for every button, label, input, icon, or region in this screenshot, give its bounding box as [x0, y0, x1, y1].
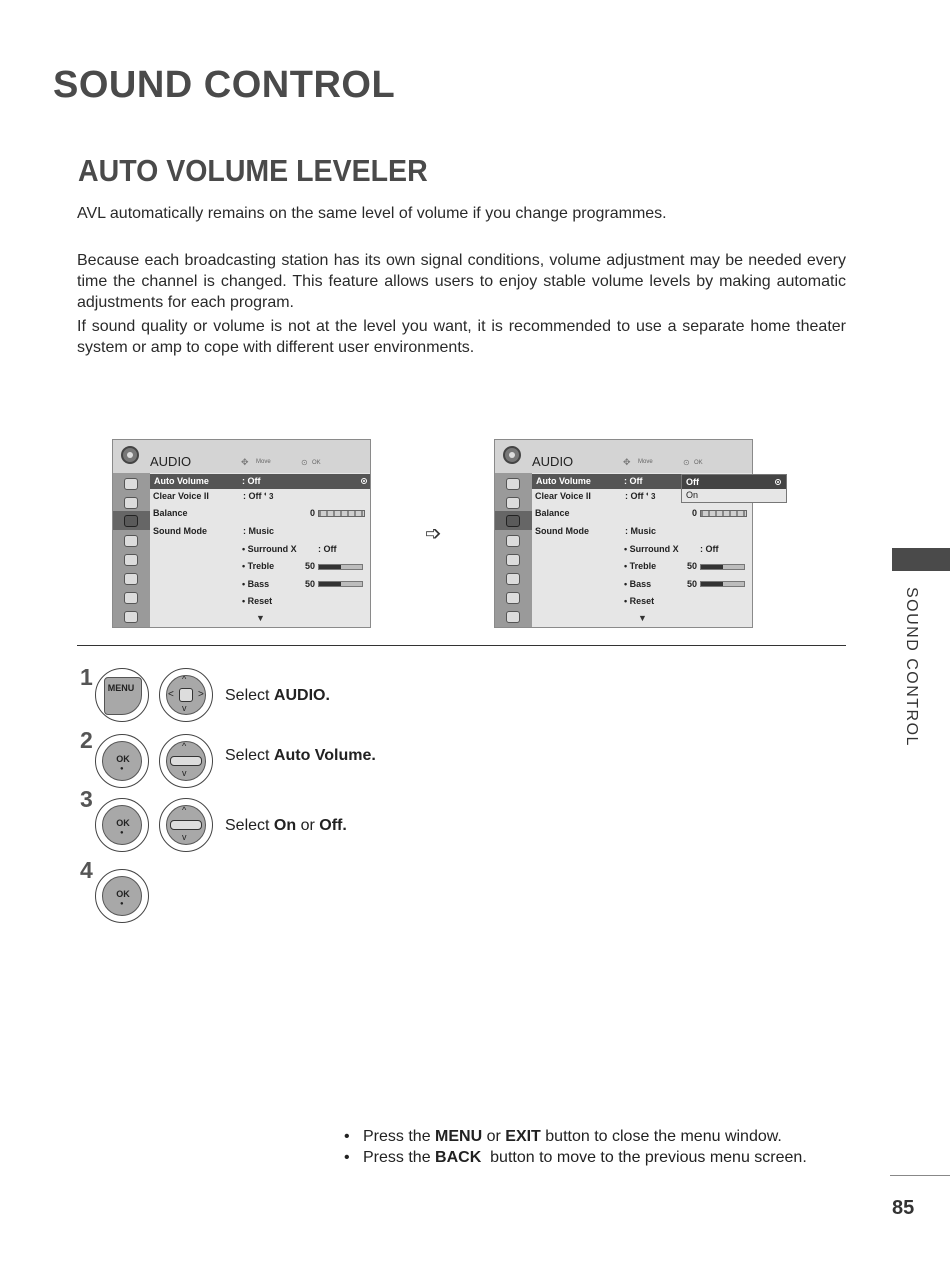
treble-value: 50: [305, 561, 316, 571]
note1-c: or: [482, 1128, 506, 1145]
lock-icon: [124, 573, 138, 585]
bass-bar-fill: [701, 582, 723, 586]
lock-icon: [506, 573, 520, 585]
ok-button-face: [102, 805, 142, 845]
center-key-icon: [179, 688, 193, 702]
down-arrow-icon: v: [182, 768, 187, 778]
bass-bar: [700, 581, 745, 587]
side-tab-label: SOUND CONTROL: [903, 587, 920, 747]
navigation-pad[interactable]: [159, 668, 213, 722]
step-3-bold-off: Off.: [319, 817, 347, 834]
move-hint: Move: [638, 459, 653, 465]
up-down-button-face: [166, 805, 206, 845]
bass-value: 50: [305, 579, 316, 589]
up-arrow-icon: ^: [182, 805, 187, 815]
clear-voice-value: : Off: [625, 491, 644, 501]
clear-voice-value: : Off: [243, 491, 262, 501]
picture-icon: [124, 478, 138, 490]
balance-value: 0: [310, 508, 316, 518]
audio-icon: [124, 515, 138, 527]
step-1-number: 1: [80, 664, 93, 690]
sound-quality-paragraph: If sound quality or volume is not at the level you want, it is recommended to use a separate home theater system or amp to cope with different user environments.: [77, 318, 846, 356]
up-arrow-icon: ^: [182, 741, 187, 751]
popup-option-off[interactable]: [682, 475, 786, 489]
treble-bar-fill: [319, 565, 341, 569]
audio-icon: [506, 515, 520, 527]
bass-bar-fill: [319, 582, 341, 586]
step-2-text: [225, 747, 376, 765]
ok-dot-icon: [775, 479, 781, 485]
surround-value: : Off: [700, 544, 719, 554]
ok-button-face: [102, 876, 142, 916]
step-3-prefix: Select: [225, 817, 274, 834]
left-arrow-icon: <: [168, 689, 174, 700]
up-down-button[interactable]: [159, 734, 213, 788]
scroll-down-icon: ▼: [638, 613, 647, 623]
ok-hint-icon: ⊙: [683, 458, 690, 467]
auto-volume-popup: [681, 474, 787, 503]
treble-bar: [700, 564, 745, 570]
reset-label: • Reset: [242, 596, 273, 606]
menu-button[interactable]: [95, 668, 149, 722]
picture-icon: [506, 478, 520, 490]
osd-title: AUDIO: [150, 454, 192, 469]
step-1-bold: AUDIO.: [273, 687, 330, 704]
treble-value: 50: [687, 561, 698, 571]
input-icon: [506, 592, 520, 604]
move-hint: Move: [256, 459, 271, 465]
ok-dot-icon: ●: [120, 830, 124, 836]
ok-dot-icon: ●: [120, 766, 124, 772]
option-icon: [124, 554, 138, 566]
time-icon: [124, 535, 138, 547]
ok-button-label: OK: [116, 889, 130, 899]
up-down-bar-icon: [170, 756, 202, 766]
sound-mode-label: Sound Mode: [153, 526, 207, 536]
bass-label: • Bass: [624, 579, 652, 589]
ok-dot-icon: [361, 478, 367, 484]
balance-value: 0: [692, 508, 698, 518]
step-2-bold: Auto Volume.: [273, 747, 376, 764]
osd-title: AUDIO: [532, 454, 574, 469]
navigation-pad-face: [166, 675, 206, 715]
popup-off-label: Off: [686, 477, 699, 487]
up-arrow-icon: ^: [182, 674, 187, 684]
auto-volume-label: Auto Volume: [536, 476, 591, 486]
down-arrow-icon: v: [182, 703, 187, 713]
balance-label: Balance: [153, 508, 188, 518]
broadcast-paragraph: Because each broadcasting station has its own signal conditions, volume adjustment may be needed every time the channel is changed. This feature allows users to enjoy stable volume levels by making automatic adjustments for each program.: [77, 252, 846, 311]
voice-level-icon: ◖: [263, 491, 268, 498]
step-2-number: 2: [80, 727, 93, 753]
usb-icon: [506, 611, 520, 623]
clear-voice-label: Clear Voice II: [535, 491, 591, 501]
note1-menu: MENU: [435, 1128, 483, 1145]
ok-button[interactable]: [95, 869, 149, 923]
sound-mode-value: : Music: [243, 526, 275, 536]
popup-option-on[interactable]: On: [686, 490, 699, 500]
audio-menu-before: [112, 439, 371, 628]
move-arrows-icon: ✥: [623, 457, 631, 467]
note2-back: BACK: [435, 1149, 482, 1166]
balance-label: Balance: [535, 508, 570, 518]
reset-label: • Reset: [624, 596, 655, 606]
up-down-button[interactable]: [159, 798, 213, 852]
balance-slider: [700, 510, 747, 517]
clear-voice-label: Clear Voice II: [153, 491, 209, 501]
right-arrow-icon: >: [198, 689, 204, 700]
auto-volume-value: : Off: [242, 476, 261, 486]
surround-value: : Off: [318, 544, 337, 554]
step-4-number: 4: [80, 857, 93, 883]
ok-button[interactable]: [95, 798, 149, 852]
speaker-icon: [121, 446, 139, 464]
step-3-number: 3: [80, 786, 93, 812]
treble-label: • Treble: [242, 561, 275, 571]
treble-label: • Treble: [624, 561, 657, 571]
step-2-prefix: Select: [225, 747, 274, 764]
page-title: SOUND CONTROL: [53, 64, 396, 106]
intro-paragraph: AVL automatically remains on the same level of volume if you change programmes.: [77, 205, 667, 222]
screen-icon: [124, 497, 138, 509]
transition-arrow-icon: ➩: [425, 523, 442, 545]
balance-slider: [318, 510, 365, 517]
down-arrow-icon: v: [182, 832, 187, 842]
move-arrows-icon: ✥: [241, 457, 249, 467]
ok-button-face: [102, 741, 142, 781]
note1-e: button to close the menu window.: [540, 1128, 782, 1145]
step-3-mid: or: [296, 817, 320, 834]
surround-label: • Surround X: [242, 544, 297, 554]
ok-button[interactable]: [95, 734, 149, 788]
scroll-down-icon: ▼: [256, 613, 265, 623]
speaker-icon: [503, 446, 521, 464]
option-icon: [506, 554, 520, 566]
audio-menu-after: [494, 439, 753, 628]
surround-label: • Surround X: [624, 544, 679, 554]
step-3-text: [225, 817, 347, 835]
note-menu-exit: [344, 1126, 807, 1147]
page-number: 85: [892, 1197, 915, 1219]
treble-bar-fill: [701, 565, 723, 569]
side-tab-marker: [892, 548, 950, 571]
auto-volume-row[interactable]: [150, 474, 370, 489]
section-title: AUTO VOLUME LEVELER: [78, 153, 428, 188]
step-1-prefix: Select: [225, 687, 274, 704]
ok-dot-icon: ●: [120, 901, 124, 907]
auto-volume-value: : Off: [624, 476, 643, 486]
menu-button-face: [104, 677, 142, 715]
osd-sidebar: [495, 473, 532, 627]
step-3-bold-on: On: [273, 817, 297, 834]
clear-voice-level: 3: [651, 492, 656, 501]
osd-sidebar: [113, 473, 150, 627]
time-icon: [506, 535, 520, 547]
step-1-text: [225, 687, 330, 705]
ok-button-label: OK: [116, 754, 130, 764]
clear-voice-level: 3: [269, 492, 274, 501]
page-number-rule: [890, 1175, 950, 1176]
note2-c: button to move to the previous menu screen.: [481, 1149, 807, 1166]
note1-exit: EXIT: [505, 1128, 541, 1145]
note-back: [344, 1147, 807, 1168]
note1-a: Press the: [363, 1128, 436, 1145]
notes-list: [344, 1126, 807, 1168]
sound-mode-label: Sound Mode: [535, 526, 589, 536]
up-down-button-face: [166, 741, 206, 781]
screen-icon: [506, 497, 520, 509]
auto-volume-label: Auto Volume: [154, 476, 209, 486]
ok-hint: OK: [312, 460, 321, 466]
input-icon: [124, 592, 138, 604]
osd-header: [113, 440, 370, 473]
osd-header: [495, 440, 752, 473]
menu-button-label: MENU: [107, 683, 135, 693]
ok-hint-icon: ⊙: [301, 458, 308, 467]
bass-value: 50: [687, 579, 698, 589]
voice-level-icon: ◖: [645, 491, 650, 498]
treble-bar: [318, 564, 363, 570]
sound-mode-value: : Music: [625, 526, 657, 536]
bass-label: • Bass: [242, 579, 270, 589]
note2-a: Press the: [363, 1149, 436, 1166]
ok-button-label: OK: [116, 818, 130, 828]
usb-icon: [124, 611, 138, 623]
bass-bar: [318, 581, 363, 587]
up-down-bar-icon: [170, 820, 202, 830]
divider: [77, 645, 846, 646]
ok-hint: OK: [694, 460, 703, 466]
